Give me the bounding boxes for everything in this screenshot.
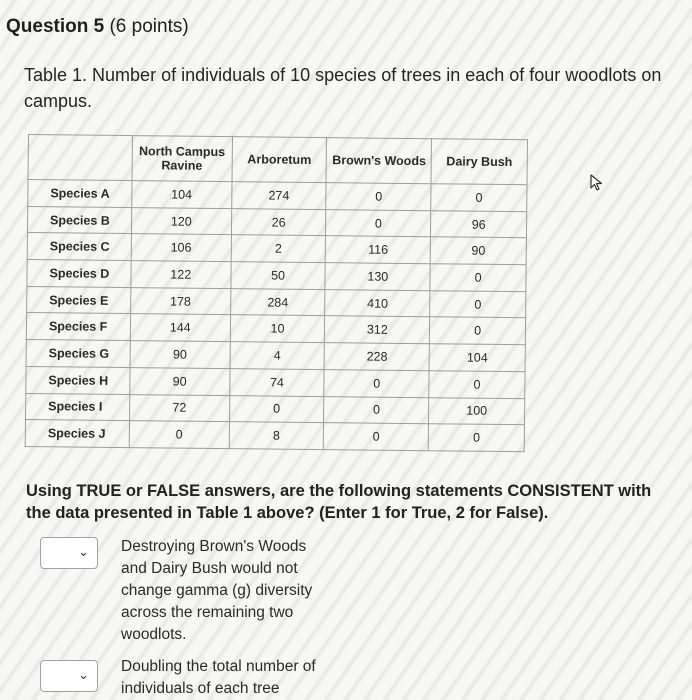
count-cell: 106 <box>131 234 231 262</box>
question-number: Question 5 <box>6 16 105 37</box>
count-cell: 122 <box>131 261 231 289</box>
instructions: Using TRUE or FALSE answers, are the following statements CONSISTENT with the data presented in Table 1 above? (Enter 1 for True, 2 for False). <box>26 482 652 522</box>
header-arboretum: Arboretum <box>232 137 327 183</box>
count-cell: 0 <box>324 396 429 424</box>
count-cell: 104 <box>132 181 232 209</box>
count-cell: 178 <box>130 287 230 315</box>
count-cell: 410 <box>325 289 430 317</box>
species-name-cell: Species E <box>27 286 131 314</box>
count-cell: 4 <box>230 342 325 370</box>
count-cell: 144 <box>130 314 230 342</box>
count-cell: 2 <box>231 235 326 263</box>
question-points: (6 points) <box>109 16 189 37</box>
statement-2: Doubling the total number of individuals of each tree <box>121 658 316 697</box>
species-name-cell: Species F <box>26 313 130 341</box>
count-cell: 96 <box>431 210 527 238</box>
count-cell: 100 <box>429 397 525 425</box>
header-dairy-bush: Dairy Bush <box>431 139 527 185</box>
species-name-cell: Species G <box>26 340 130 368</box>
species-name-cell: Species I <box>26 393 130 421</box>
count-cell: 0 <box>326 209 431 237</box>
count-cell: 26 <box>231 208 326 236</box>
data-table <box>25 134 528 452</box>
table-header-row <box>28 135 527 185</box>
count-cell: 0 <box>430 264 526 292</box>
chevron-down-icon: ⌄ <box>78 544 89 559</box>
answer-select-2[interactable] <box>40 660 98 692</box>
species-name-cell: Species D <box>27 260 131 288</box>
count-cell: 130 <box>325 263 430 291</box>
species-name-cell: Species A <box>28 180 132 208</box>
count-cell: 284 <box>230 288 325 316</box>
count-cell: 90 <box>130 367 230 395</box>
count-cell: 312 <box>325 316 430 344</box>
count-cell: 120 <box>131 207 231 235</box>
count-cell: 0 <box>324 423 429 451</box>
species-name-cell: Species C <box>27 233 131 261</box>
count-cell: 0 <box>430 317 526 345</box>
count-cell: 0 <box>428 424 524 452</box>
chevron-down-icon: ⌄ <box>78 667 89 682</box>
count-cell: 0 <box>324 369 429 397</box>
answer-select-1[interactable] <box>40 537 98 569</box>
count-cell: 0 <box>430 290 526 318</box>
table-row <box>25 420 524 452</box>
header-browns-woods: Brown's Woods <box>326 138 431 184</box>
count-cell: 0 <box>229 395 324 423</box>
count-cell: 90 <box>130 341 230 369</box>
count-cell: 0 <box>429 371 525 399</box>
header-north-campus-ravine: North Campus Ravine <box>132 136 232 182</box>
count-cell: 10 <box>230 315 325 343</box>
count-cell: 0 <box>431 184 527 212</box>
count-cell: 228 <box>325 343 430 371</box>
species-name-cell: Species B <box>27 206 131 234</box>
count-cell: 8 <box>229 422 324 450</box>
count-cell: 274 <box>231 182 326 210</box>
count-cell: 90 <box>430 237 526 265</box>
count-cell: 104 <box>429 344 525 372</box>
count-cell: 72 <box>129 394 229 422</box>
table-body <box>25 180 527 452</box>
species-name-cell: Species H <box>26 366 130 394</box>
table-caption: Table 1. Number of individuals of 10 species of trees in each of four woodlots on campus. <box>24 65 662 111</box>
question-title <box>6 16 189 38</box>
count-cell: 74 <box>229 368 324 396</box>
statement-1: Destroying Brown's Woods and Dairy Bush would not change gamma (g) diversity across the remaining two woodlots. <box>121 538 313 643</box>
count-cell: 116 <box>326 236 431 264</box>
count-cell: 50 <box>231 262 326 290</box>
header-corner <box>28 135 132 181</box>
count-cell: 0 <box>326 183 431 211</box>
mouse-pointer-icon <box>589 173 605 193</box>
count-cell: 0 <box>129 421 229 449</box>
species-name-cell: Species J <box>25 420 129 448</box>
